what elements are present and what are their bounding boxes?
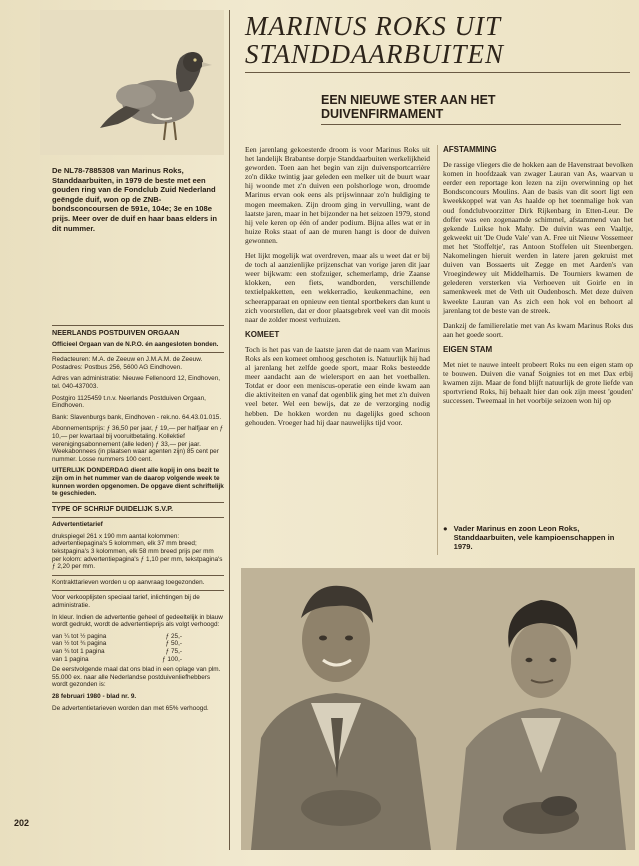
adres-administratie: Adres van administratie: Nieuwe Fellenoord 12, Eindhoven, tel. 040-437003. xyxy=(52,375,221,390)
paragraph: Toch is het pas van de laatste jaren dat de naam van Marinus Roks als een komeet omhoog geschoten is. Natuurlijk hij had al jarenlang het zelfde goede sport, maar Roks besteedde meer aandacht aan de wielersport en aan het voetballen. Totdat er door een meniscus-operatie een einde kwam aan die aktiviteiten en vanaf dat ogenblik ging het met z'n duiven veel beter. Wel een bewijs, dat ze de verzorging nodig hebben. De hokken worden nu dagelijks goed schoon gehouden. Vroeger had hij daar nauwelijks tijd voor. xyxy=(245,344,430,427)
photo-father-son xyxy=(241,568,635,850)
kontrakt-note: Kontrakttarieven worden u op aanvraag toegezonden. xyxy=(52,578,205,586)
portrait-photo-icon xyxy=(241,568,635,850)
advertentie-body: drukspiegel 261 x 190 mm aantal kolommen: advertentiepagina's 5 kolommen, elk 37 mm breed; tekstpagina's 3 kolommen, elk 58 mm breed prijs per mm per kolom: advertentiepagina's ƒ 1,10 per mm, tekstpagina's ƒ 2,20 per mm. xyxy=(52,532,223,571)
deadline-note: UITERLIJK DONDERDAG dient alle kopij in ons bezit te zijn om in het nummer van de daarop volgende week te kunnen worden opgenomen. De opgave dient schriftelijk te geschieden. xyxy=(52,467,224,498)
article-column-2 xyxy=(443,145,633,411)
masthead-info xyxy=(52,322,224,716)
bullet-icon: ● xyxy=(443,524,448,533)
verhoogd-note: De advertentietarieven worden dan met 65% verhoogd. xyxy=(52,704,209,712)
datum-note: 28 februari 1980 - blad nr. 9. xyxy=(52,692,137,700)
section-heading-eigen-stam: EIGEN STAM xyxy=(443,344,493,354)
paragraph: Met niet te nauwe inteelt probeert Roks nu een eigen stam op te bouwen. Duiven die vanaf Soignies tot en met Dax erbij kwamen zijn. Maar de fond blijft natuurlijk de grote liefde van sportvriend Roks, hij behaalt hier dan ook zijn meest 'gouden' successen. Tweemaal in het voorbije seizoen won hij op xyxy=(443,359,633,406)
left-column xyxy=(40,10,230,850)
bank: Bank: Slavenburgs bank, Eindhoven - rek.no. 64.43.01.015. xyxy=(52,413,222,421)
oplage-note: De eerstvolgende maal dat ons blad in een oplage van plm. 55.000 ex. naar alle Nederlandse postduivenliefhebbers wordt gezonden is: xyxy=(52,666,221,689)
paragraph: Dankzij de familierelatie met van As kwam Marinus Roks dus aan het goede soort. xyxy=(443,320,633,339)
advertentie-title: Advertentietarief xyxy=(52,521,103,529)
section-heading-afstamming: AFSTAMMING xyxy=(443,145,497,154)
section-heading-komeet: KOMEET xyxy=(245,329,280,339)
price-row: van 1 pagina ƒ 100,- xyxy=(52,655,182,663)
article-column-1 xyxy=(245,145,430,433)
price-row: van ¾ tot 1 pagina ƒ 75,- xyxy=(52,648,182,655)
org-title: NEERLANDS POSTDUIVEN ORGAAN xyxy=(52,328,180,337)
paragraph: De rassige vliegers die de hokken aan de Havenstraat bevolken komen in hoofdzaak van zwager Lauran van As, waarvan u eerder een reportage kon lezen na zijn overwinning op het Bondsconcours Moulins. Aan de basis van dit soort ligt een kweekkoppel wat van As haalde op het toenmalige hok van oud fondclubvoorzitter Dirk Rijkenbarg in Etten-Leur. De doffer was een zogenaamde schimmel, afstammend van het gekende Luikse hok Mahy. De duivin was een Vaaltje, gekweekt uit 'De Oude Vale' van A. Free uit Nieuw Vossemeer met het 'Stoffeltje', ras Antoon Stoffelen uit Steenbergen. Nakomelingen hieruit werden in latere jaren gekruist met duiven van Bossaerts uit Zegge en met Aarden's van Vroegindewey uit Middelharnis. De Tourniers kwamen de gelederen versterken via Verhoeven uit Goirle en in samenkweek met de Veth uit Oudenbosch. Met deze duiven kweekte Lauran van As zich een hok vol en behoort al jarenlang tot de beste van de streek. xyxy=(443,160,633,315)
verkoop-note: Voor verkooplijsten speciaal tarief, inlichtingen bij de administratie. xyxy=(52,594,200,610)
photo-caption: ● Vader Marinus en zoon Leon Roks, Standdaarbuiten, vele kampioenschappen in 1979. xyxy=(443,524,615,551)
price-row: van ¼ tot ½ pagina ƒ 25,- xyxy=(52,632,182,640)
pigeon-photo xyxy=(40,10,224,155)
article-title: MARINUS ROKS UIT STANDDAARBUITEN xyxy=(245,12,630,73)
price-list xyxy=(52,633,224,663)
pigeon-caption: De NL78-7885308 van Marinus Roks, Standdaarbuiten, in 1979 de beste met een gouden ring van de Fondclub Zuid Nederland geëngde duif, won op de ZNB-bondsconcoursen de 591e, 104e; 3e en 108e prijs. Meer over de duif en haar baas elders in dit nummer. xyxy=(52,166,218,233)
type-schrijf-note: TYPE OF SCHRIJF DUIDELIJK S.V.P. xyxy=(52,505,173,513)
abonnementsprijs: Abonnementsprijs: ƒ 36,50 per jaar, ƒ 19,— per halfjaar en ƒ 10,— per kwartaal bij vooruitbetaling. Kollektief verenigingsabonnement (alle leden) ƒ 33,— per jaar. Weekabonnees (in plaatsen waar agenten zijn) 85 cent per nummer. Losse nummers 100 cent. xyxy=(52,425,224,463)
article-subtitle: EEN NIEUWE STER AAN HET DUIVENFIRMAMENT xyxy=(321,93,621,125)
postgiro: Postgiro 1125459 t.n.v. Neerlands Postduiven Orgaan, Eindhoven. xyxy=(52,394,206,410)
price-row: van ½ tot ¾ pagina ƒ 50,- xyxy=(52,640,182,648)
pigeon-icon xyxy=(40,10,224,155)
kleur-note: In kleur. Indien de advertentie geheel of gedeeltelijk in blauw wordt gedrukt, wordt de advertentieprijs als volgt verhoogd: xyxy=(52,613,223,629)
redacteuren: Redacteuren: M.A. de Zeeuw en J.M.A.M. de Zeeuw. Postadres: Postbus 256, 5600 AG Eindhoven. xyxy=(52,356,203,371)
paragraph: Een jarenlang gekoesterde droom is voor Marinus Roks uit het landelijk Brabantse dorpje Standdaarbuiten werkelijkheid geworden. Toen aan het begin van zijn duivensportcarrière zo'n dikke twintig jaar geleden een melker uit de buurt waar hij woonde met z'n duiven een polshorloge won, droomde Marinus ervan ook eens als prijswinnaar zo'n huldiging te mogen meemaken. Zijn droom ging in vervulling, want de laatste jaren, maar in het bijzonder na het seizoen 1979, stond hij vele keren op één of ander podium. Bijna alles wat er in huize Roks staat of aan de muren hangt is door de duiven gewonnen. xyxy=(245,145,430,245)
page-number: 202 xyxy=(14,818,30,828)
paragraph: Het lijkt mogelijk wat overdreven, maar als u weet dat er bij de toch al aanzienlijke prijzenschat van vorige jaren dit jaar weer bijkwam: een stofzuiger, schemerlamp, drie Zaanse klokken, een fiets, wandborden, verschillende textielpakketten, een wekkerradio, keukenmachine, een scheerapparaat en opnieuw een tiental sportbekers dan kunt u zich voorstellen, dat er door plaatsgebrek veel van dit moois naar de zolder moest verhuizen. xyxy=(245,251,430,324)
org-subtitle: Officieel Orgaan van de N.P.O. én aangesloten bonden. xyxy=(52,340,219,348)
